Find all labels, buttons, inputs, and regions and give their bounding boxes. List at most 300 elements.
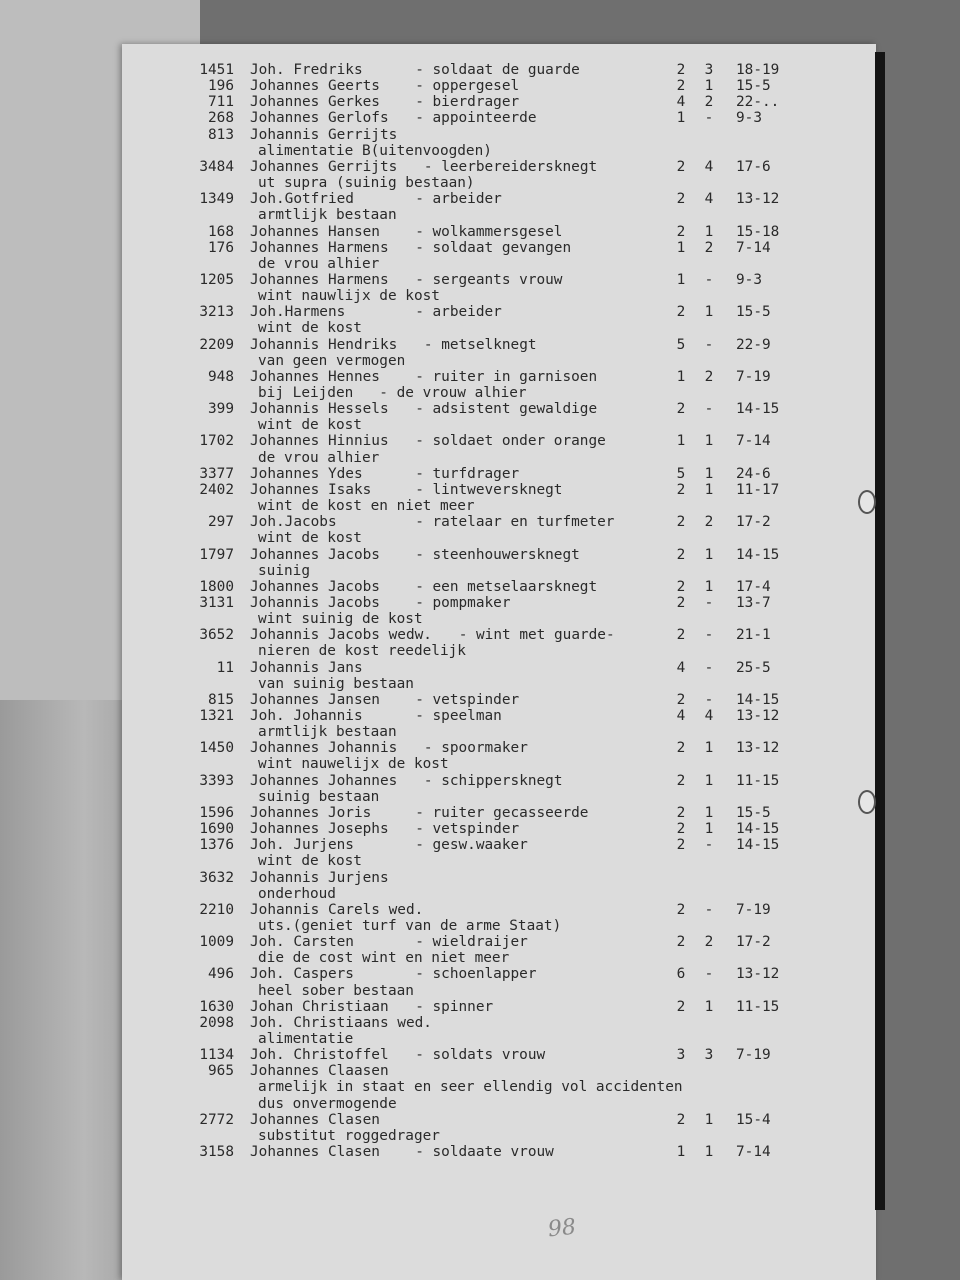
entry-number: 948: [208, 368, 234, 385]
table-row: [122, 627, 876, 643]
entry-count-b: 1: [704, 481, 714, 498]
entry-occupation: - spinner: [415, 998, 494, 1015]
entry-number: 3484: [199, 158, 234, 175]
entry-continuation: [122, 320, 876, 336]
entry-name: Johannes Geerts: [250, 78, 380, 95]
entry-occupation: - sergeants vrouw: [415, 271, 563, 288]
entry-assessment: 11-15: [736, 998, 780, 1015]
entry-occupation: - soldaet onder orange: [415, 433, 606, 450]
entry-name: Johannes Gerlofs: [250, 110, 389, 127]
entry-continuation: [122, 611, 876, 627]
table-row: [122, 94, 876, 110]
table-row: [122, 78, 876, 94]
table-row: [122, 870, 876, 886]
entry-continuation: [122, 853, 876, 869]
entry-name: Johannes Jansen: [250, 691, 380, 708]
entry-number: 2209: [199, 336, 234, 353]
entry-name: Joh.Gotfried: [250, 191, 354, 208]
entry-note: alimentatie B(uitenvoogden): [258, 142, 492, 159]
entry-occupation: - arbeider: [415, 304, 502, 321]
entry-occupation: - pompmaker: [415, 594, 511, 611]
entry-note: dus onvermogende: [258, 1095, 397, 1112]
entry-note: wint de kost: [258, 853, 362, 870]
entry-name: Johan Christiaan: [250, 998, 389, 1015]
entry-continuation: [122, 724, 876, 740]
entry-occupation: - soldaat gevangen: [415, 239, 572, 256]
table-row: [122, 547, 876, 563]
entry-number: 1797: [199, 546, 234, 563]
entry-note: nieren de kost reedelijk: [258, 643, 466, 660]
table-row: [122, 127, 876, 143]
entry-count-b: 2: [704, 239, 714, 256]
entry-number: 3158: [199, 1144, 234, 1161]
entry-occupation: - speelman: [415, 708, 502, 724]
table-row: [122, 821, 876, 837]
entry-assessment: 15-4: [736, 1111, 771, 1128]
entry-count-b: 1: [704, 1111, 714, 1128]
entry-assessment: 7-14: [736, 239, 771, 256]
entry-number: 496: [208, 966, 234, 983]
entry-assessment: 14-15: [736, 546, 780, 563]
table-row: [122, 482, 876, 498]
entry-assessment: 15-5: [736, 78, 771, 95]
entry-count-b: 1: [704, 998, 714, 1015]
table-row: [122, 595, 876, 611]
entry-note: suinig bestaan: [258, 788, 380, 805]
entry-count-b: 4: [704, 708, 714, 724]
entry-occupation: - een metselaarsknegt: [415, 578, 598, 595]
entry-count-b: 4: [704, 191, 714, 208]
entry-note: wint suinig de kost: [258, 611, 423, 628]
entry-count-a: 1: [676, 433, 686, 450]
entry-number: 3213: [199, 304, 234, 321]
table-row: [122, 1063, 876, 1079]
entry-note: ut supra (suinig bestaan): [258, 175, 475, 192]
entry-count-b: 1: [704, 304, 714, 321]
table-row: [122, 433, 876, 449]
entry-count-a: 2: [676, 481, 686, 498]
entry-name: Johannes Harmens: [250, 239, 389, 256]
table-row: [122, 692, 876, 708]
entry-note: heel sober bestaan: [258, 982, 414, 999]
entry-occupation: - spoormaker: [423, 740, 528, 757]
entry-occupation: - ratelaar en turfmeter: [415, 514, 615, 531]
table-row: [122, 110, 876, 126]
entry-count-b: -: [704, 966, 714, 983]
entry-name: Johannes Gerkes: [250, 94, 380, 111]
entry-name: Johannis Jurjens: [250, 869, 389, 886]
page-stack-edge: [875, 52, 885, 1210]
entry-occupation: - soldaat de guarde: [415, 62, 580, 78]
entry-note: wint nauwlijx de kost: [258, 288, 440, 305]
entry-count-a: 4: [676, 708, 686, 724]
binding-hole-icon: [858, 490, 876, 514]
entry-count-b: -: [704, 594, 714, 611]
table-row: [122, 1144, 876, 1160]
table-row: [122, 1047, 876, 1063]
entry-name: Johannis Jacobs: [250, 594, 380, 611]
table-row: [122, 773, 876, 789]
entry-count-b: -: [704, 691, 714, 708]
entry-name: Joh. Carsten: [250, 934, 354, 951]
table-row: [122, 466, 876, 482]
entry-continuation: [122, 175, 876, 191]
entry-number: 297: [208, 514, 234, 531]
entry-count-b: 2: [704, 934, 714, 951]
entry-number: 2210: [199, 901, 234, 918]
entry-name: Johannes Ydes: [250, 465, 363, 482]
entry-number: 3131: [199, 594, 234, 611]
entry-count-a: 2: [676, 998, 686, 1015]
entry-count-b: 3: [704, 1047, 714, 1064]
entry-occupation: - appointeerde: [415, 110, 537, 127]
entry-name: Johannes Clasen: [250, 1144, 380, 1161]
entry-note: wint de kost: [258, 530, 362, 547]
entry-number: 711: [208, 94, 234, 111]
entry-number: 1134: [199, 1047, 234, 1064]
entry-name: Joh. Caspers: [250, 966, 354, 983]
entry-count-a: 5: [676, 465, 686, 482]
entry-count-a: 2: [676, 62, 686, 78]
entry-count-a: 2: [676, 578, 686, 595]
table-row: [122, 708, 876, 724]
entry-count-b: 1: [704, 1144, 714, 1161]
entry-count-b: -: [704, 901, 714, 918]
entry-count-a: 2: [676, 821, 686, 838]
entry-occupation: - arbeider: [415, 191, 502, 208]
entry-assessment: 14-15: [736, 401, 780, 418]
entry-count-b: 1: [704, 804, 714, 821]
entry-continuation: [122, 207, 876, 223]
entry-continuation: [122, 143, 876, 159]
entry-count-b: -: [704, 659, 714, 676]
entry-count-b: -: [704, 336, 714, 353]
entry-number: 2772: [199, 1111, 234, 1128]
entry-note: de vrou alhier: [258, 449, 380, 466]
entry-occupation: - leerbereidersknegt: [423, 158, 598, 175]
entry-continuation: [122, 1128, 876, 1144]
entry-count-b: 2: [704, 94, 714, 111]
entry-occupation: - ruiter in garnisoen: [415, 368, 598, 385]
entry-number: 1349: [199, 191, 234, 208]
entry-number: 2098: [199, 1014, 234, 1031]
entry-name: Johannes Harmens: [250, 271, 389, 288]
entry-count-a: 6: [676, 966, 686, 983]
entry-number: 1321: [199, 708, 234, 724]
entry-assessment: 9-3: [736, 110, 762, 127]
entry-assessment: 7-19: [736, 901, 771, 918]
entry-name: Johannes Clasen: [250, 1111, 380, 1128]
entry-name: Johannes Isaks: [250, 481, 372, 498]
entry-occupation: - wolkammersgesel: [415, 223, 563, 240]
entry-count-b: 1: [704, 578, 714, 595]
entry-count-b: 1: [704, 546, 714, 563]
entry-count-a: 4: [676, 659, 686, 676]
entry-count-b: -: [704, 271, 714, 288]
entry-name: Johannes Johannis: [250, 740, 398, 757]
entry-count-b: 1: [704, 772, 714, 789]
entry-continuation: [122, 643, 876, 659]
entry-name: Johannes Hansen: [250, 223, 380, 240]
table-row: [122, 999, 876, 1015]
entry-count-b: 1: [704, 223, 714, 240]
entry-assessment: 17-4: [736, 578, 771, 595]
entry-assessment: 13-12: [736, 191, 780, 208]
entry-name: Joh.Harmens: [250, 304, 346, 321]
entry-name: Johannes Joris: [250, 804, 372, 821]
table-row: [122, 805, 876, 821]
entry-note: uts.(geniet turf van de arme Staat): [258, 917, 562, 934]
entry-occupation: - gesw.waaker: [415, 837, 528, 854]
entry-continuation: [122, 256, 876, 272]
entry-assessment: 22-9: [736, 336, 771, 353]
entry-count-a: 2: [676, 1111, 686, 1128]
table-row: [122, 740, 876, 756]
entry-occupation: - wint met guarde-: [458, 627, 615, 644]
entry-note: de vrou alhier: [258, 255, 380, 272]
entry-note: wint de kost: [258, 320, 362, 337]
entry-assessment: 13-12: [736, 966, 780, 983]
entry-note: onderhoud: [258, 885, 336, 902]
table-row: [122, 401, 876, 417]
entry-number: 813: [208, 126, 234, 143]
entry-number: 1596: [199, 804, 234, 821]
entry-assessment: 13-7: [736, 594, 771, 611]
entry-assessment: 9-3: [736, 271, 762, 288]
entry-number: 1800: [199, 578, 234, 595]
entry-number: 3652: [199, 627, 234, 644]
entry-assessment: 13-12: [736, 708, 780, 724]
entry-number: 815: [208, 691, 234, 708]
entry-assessment: 18-19: [736, 62, 780, 78]
entry-count-a: 2: [676, 772, 686, 789]
entry-count-b: -: [704, 110, 714, 127]
entry-count-b: 1: [704, 433, 714, 450]
entry-assessment: 14-15: [736, 837, 780, 854]
entry-number: 1376: [199, 837, 234, 854]
entry-note: suinig: [258, 562, 310, 579]
entry-assessment: 7-14: [736, 1144, 771, 1161]
entry-number: 1450: [199, 740, 234, 757]
table-row: [122, 1015, 876, 1031]
entry-continuation: [122, 385, 876, 401]
entry-count-a: 3: [676, 1047, 686, 1064]
entry-continuation: [122, 789, 876, 805]
entry-assessment: 17-6: [736, 158, 771, 175]
table-row: [122, 514, 876, 530]
entry-occupation: - metselknegt: [423, 336, 537, 353]
entry-number: 3632: [199, 869, 234, 886]
entry-note: armtlijk bestaan: [258, 207, 397, 224]
entry-count-a: 2: [676, 191, 686, 208]
entry-occupation: - adsistent gewaldige: [415, 401, 598, 418]
entry-count-b: 1: [704, 78, 714, 95]
entry-continuation: [122, 983, 876, 999]
table-row: [122, 191, 876, 207]
entry-count-b: -: [704, 837, 714, 854]
entry-count-a: 2: [676, 804, 686, 821]
entry-note: armtlijk bestaan: [258, 724, 397, 741]
entry-assessment: 15-5: [736, 804, 771, 821]
entry-count-a: 2: [676, 901, 686, 918]
entry-continuation: [122, 756, 876, 772]
entry-name: Johannis Hendriks: [250, 336, 398, 353]
entry-note: wint de kost en niet meer: [258, 498, 475, 515]
entry-occupation: - steenhouwersknegt: [415, 546, 580, 563]
entry-name: Johannes Claasen: [250, 1063, 389, 1080]
entry-note: van geen vermogen: [258, 352, 406, 369]
entry-occupation: - bierdrager: [415, 94, 520, 111]
entry-name: Johannes Josephs: [250, 821, 389, 838]
entry-continuation: [122, 886, 876, 902]
entry-continuation: [122, 288, 876, 304]
register-entries: [122, 44, 876, 1280]
entry-number: 168: [208, 223, 234, 240]
table-row: [122, 240, 876, 256]
entry-count-a: 2: [676, 691, 686, 708]
entry-assessment: 7-19: [736, 1047, 771, 1064]
entry-name: Joh. Christiaans wed.: [250, 1014, 432, 1031]
entry-note: substitut roggedrager: [258, 1127, 440, 1144]
entry-assessment: 17-2: [736, 514, 771, 531]
entry-assessment: 7-19: [736, 368, 771, 385]
table-row: [122, 660, 876, 676]
entry-occupation: - schippersknegt: [423, 772, 563, 789]
table-row: [122, 62, 876, 78]
table-row: [122, 304, 876, 320]
entry-number: 11: [216, 659, 234, 676]
entry-continuation: [122, 950, 876, 966]
entry-name: Johannis Jacobs wedw.: [250, 627, 432, 644]
entry-count-a: 2: [676, 78, 686, 95]
entry-count-b: 2: [704, 514, 714, 531]
entry-assessment: 22-..: [736, 94, 780, 111]
table-row: [122, 159, 876, 175]
entry-note: wint de kost: [258, 417, 362, 434]
table-row: [122, 837, 876, 853]
entry-assessment: 17-2: [736, 934, 771, 951]
entry-count-a: 2: [676, 401, 686, 418]
entry-count-b: 1: [704, 740, 714, 757]
entry-continuation: [122, 1096, 876, 1112]
entry-count-a: 2: [676, 594, 686, 611]
entry-count-a: 1: [676, 110, 686, 127]
entry-assessment: 7-14: [736, 433, 771, 450]
entry-continuation: [122, 498, 876, 514]
entry-name: Johannes Hennes: [250, 368, 380, 385]
entry-count-a: 1: [676, 239, 686, 256]
entry-assessment: 24-6: [736, 465, 771, 482]
entry-name: Johannes Johannes: [250, 772, 398, 789]
entry-continuation: [122, 530, 876, 546]
entry-occupation: - soldaate vrouw: [415, 1144, 554, 1161]
entry-count-b: 3: [704, 62, 714, 78]
entry-assessment: 21-1: [736, 627, 771, 644]
entry-number: 965: [208, 1063, 234, 1080]
entry-number: 1630: [199, 998, 234, 1015]
entry-occupation: - vetspinder: [415, 691, 520, 708]
entry-continuation: [122, 353, 876, 369]
entry-note: alimentatie: [258, 1031, 354, 1047]
entry-number: 3377: [199, 465, 234, 482]
entry-occupation: - turfdrager: [415, 465, 520, 482]
entry-count-b: 2: [704, 368, 714, 385]
entry-count-a: 2: [676, 304, 686, 321]
entry-count-a: 4: [676, 94, 686, 111]
entry-number: 1009: [199, 934, 234, 951]
entry-continuation: [122, 1031, 876, 1047]
entry-number: 176: [208, 239, 234, 256]
entry-occupation: - wieldraijer: [415, 934, 528, 951]
entry-assessment: 11-15: [736, 772, 780, 789]
entry-assessment: 15-18: [736, 223, 780, 240]
entry-assessment: 14-15: [736, 821, 780, 838]
entry-number: 399: [208, 401, 234, 418]
entry-count-a: 1: [676, 271, 686, 288]
entry-occupation: - vetspinder: [415, 821, 520, 838]
entry-assessment: 11-17: [736, 481, 780, 498]
entry-name: Joh. Fredriks: [250, 62, 363, 78]
entry-note: bij Leijden - de vrouw alhier: [258, 385, 527, 401]
entry-occupation: - ruiter gecasseerde: [415, 804, 589, 821]
entry-occupation: - schoenlapper: [415, 966, 537, 983]
entry-count-a: 2: [676, 627, 686, 644]
entry-name: Joh. Jurjens: [250, 837, 354, 854]
entry-count-b: 1: [704, 821, 714, 838]
table-row: [122, 272, 876, 288]
entry-continuation: [122, 563, 876, 579]
entry-count-a: 5: [676, 336, 686, 353]
entry-name: Joh. Christoffel: [250, 1047, 389, 1064]
entry-continuation: [122, 1079, 876, 1095]
table-row: [122, 224, 876, 240]
entry-assessment: 13-12: [736, 740, 780, 757]
entry-count-a: 2: [676, 546, 686, 563]
entry-number: 196: [208, 78, 234, 95]
table-row: [122, 934, 876, 950]
entry-name: Johannis Hessels: [250, 401, 389, 418]
entry-name: Johannis Gerrijts: [250, 126, 398, 143]
entry-count-a: 2: [676, 223, 686, 240]
entry-assessment: 15-5: [736, 304, 771, 321]
entry-name: Johannes Gerrijts: [250, 158, 398, 175]
entry-count-a: 2: [676, 740, 686, 757]
entry-number: 1702: [199, 433, 234, 450]
entry-count-a: 2: [676, 158, 686, 175]
entry-count-b: 4: [704, 158, 714, 175]
document-page: [122, 44, 876, 1280]
table-row: [122, 579, 876, 595]
entry-count-b: 1: [704, 465, 714, 482]
entry-name: Johannes Hinnius: [250, 433, 389, 450]
entry-name: Joh.Jacobs: [250, 514, 337, 531]
binding-hole-icon: [858, 790, 876, 814]
entry-occupation: - soldats vrouw: [415, 1047, 546, 1064]
entry-number: 1451: [199, 62, 234, 78]
entry-name: Joh. Johannis: [250, 708, 363, 724]
table-row: [122, 337, 876, 353]
entry-count-a: 2: [676, 934, 686, 951]
table-row: [122, 902, 876, 918]
entry-number: 1690: [199, 821, 234, 838]
entry-count-b: -: [704, 401, 714, 418]
entry-count-b: -: [704, 627, 714, 644]
entry-number: 2402: [199, 481, 234, 498]
entry-name: Johannis Carels wed.: [250, 901, 424, 918]
entry-occupation: - oppergesel: [415, 78, 520, 95]
entry-count-a: 1: [676, 368, 686, 385]
table-row: [122, 966, 876, 982]
